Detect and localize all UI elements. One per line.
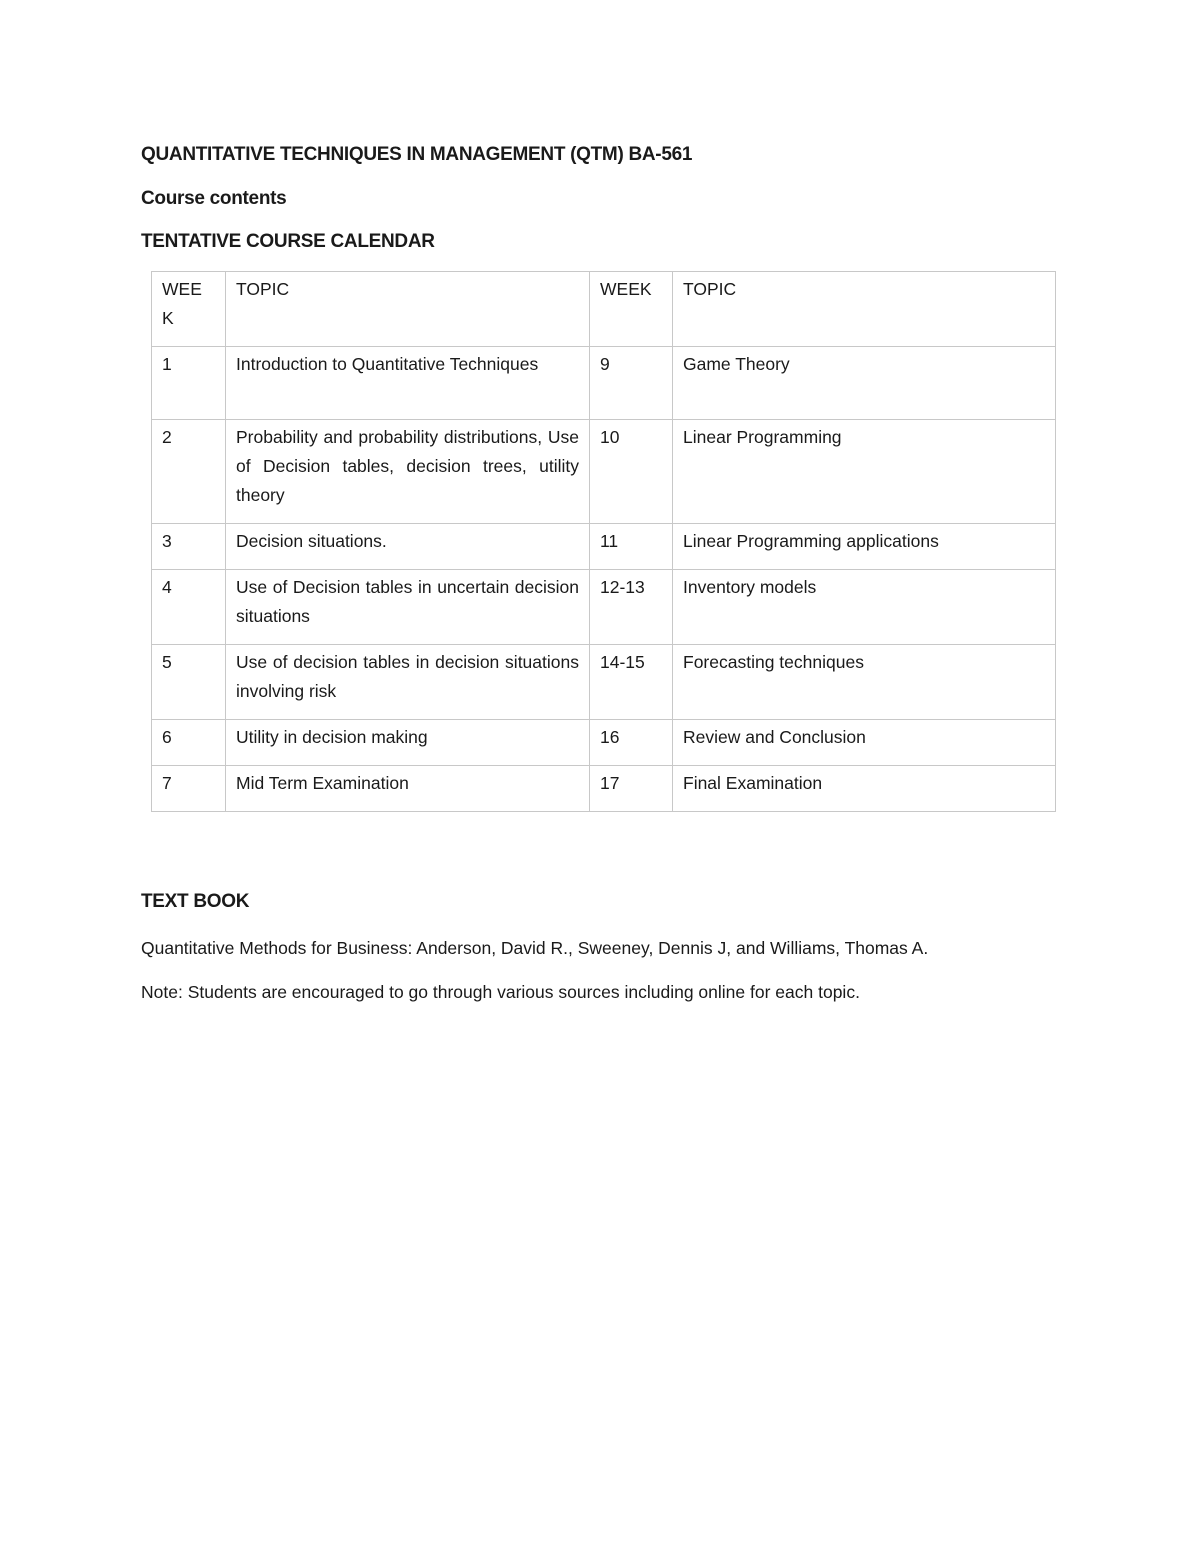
topic-cell: Final Examination xyxy=(673,766,1056,812)
topic-cell: Decision situations. xyxy=(226,524,590,570)
topic-cell: Game Theory xyxy=(673,347,1056,420)
table-row xyxy=(152,720,1056,766)
week-cell: 14-15 xyxy=(590,645,673,720)
header-week-2: WEEK xyxy=(590,272,673,347)
week-cell: 5 xyxy=(152,645,226,720)
week-cell: 12-13 xyxy=(590,570,673,645)
textbook-reference: Quantitative Methods for Business: Anderson, David R., Sweeney, Dennis J, and Williams, Thomas A. xyxy=(141,938,929,958)
note-text: Note: Students are encouraged to go through various sources including online for each topic. xyxy=(141,982,860,1002)
header-topic-2: TOPIC xyxy=(673,272,1056,347)
week-cell: 3 xyxy=(152,524,226,570)
table-row xyxy=(152,570,1056,645)
header-topic-1: TOPIC xyxy=(226,272,590,347)
table-row xyxy=(152,347,1056,420)
week-cell: 2 xyxy=(152,420,226,524)
topic-cell: Use of Decision tables in uncertain decision situations xyxy=(226,570,590,645)
topic-cell: Use of decision tables in decision situations involving risk xyxy=(226,645,590,720)
table-row xyxy=(152,420,1056,524)
topic-cell: Review and Conclusion xyxy=(673,720,1056,766)
week-cell: 7 xyxy=(152,766,226,812)
course-calendar-table xyxy=(151,271,1056,812)
week-cell: 6 xyxy=(152,720,226,766)
week-cell: 17 xyxy=(590,766,673,812)
calendar-heading: TENTATIVE COURSE CALENDAR xyxy=(141,231,435,252)
topic-cell: Introduction to Quantitative Techniques xyxy=(226,347,590,420)
header-week-1: WEE K xyxy=(152,272,226,347)
week-cell: 4 xyxy=(152,570,226,645)
table-row xyxy=(152,766,1056,812)
topic-cell: Utility in decision making xyxy=(226,720,590,766)
table-row xyxy=(152,645,1056,720)
topic-cell: Mid Term Examination xyxy=(226,766,590,812)
week-cell: 11 xyxy=(590,524,673,570)
week-cell: 10 xyxy=(590,420,673,524)
course-title: QUANTITATIVE TECHNIQUES IN MANAGEMENT (QTM) BA-561 xyxy=(141,144,693,165)
table-row xyxy=(152,524,1056,570)
topic-cell: Linear Programming xyxy=(673,420,1056,524)
topic-cell: Forecasting techniques xyxy=(673,645,1056,720)
textbook-heading: TEXT BOOK xyxy=(141,891,250,912)
week-cell: 16 xyxy=(590,720,673,766)
week-cell: 1 xyxy=(152,347,226,420)
table-header-row xyxy=(152,272,1056,347)
topic-cell: Linear Programming applications xyxy=(673,524,1056,570)
course-contents-heading: Course contents xyxy=(141,188,287,209)
topic-cell: Inventory models xyxy=(673,570,1056,645)
topic-cell: Probability and probability distributions, Use of Decision tables, decision trees, utility theory xyxy=(226,420,590,524)
week-cell: 9 xyxy=(590,347,673,420)
